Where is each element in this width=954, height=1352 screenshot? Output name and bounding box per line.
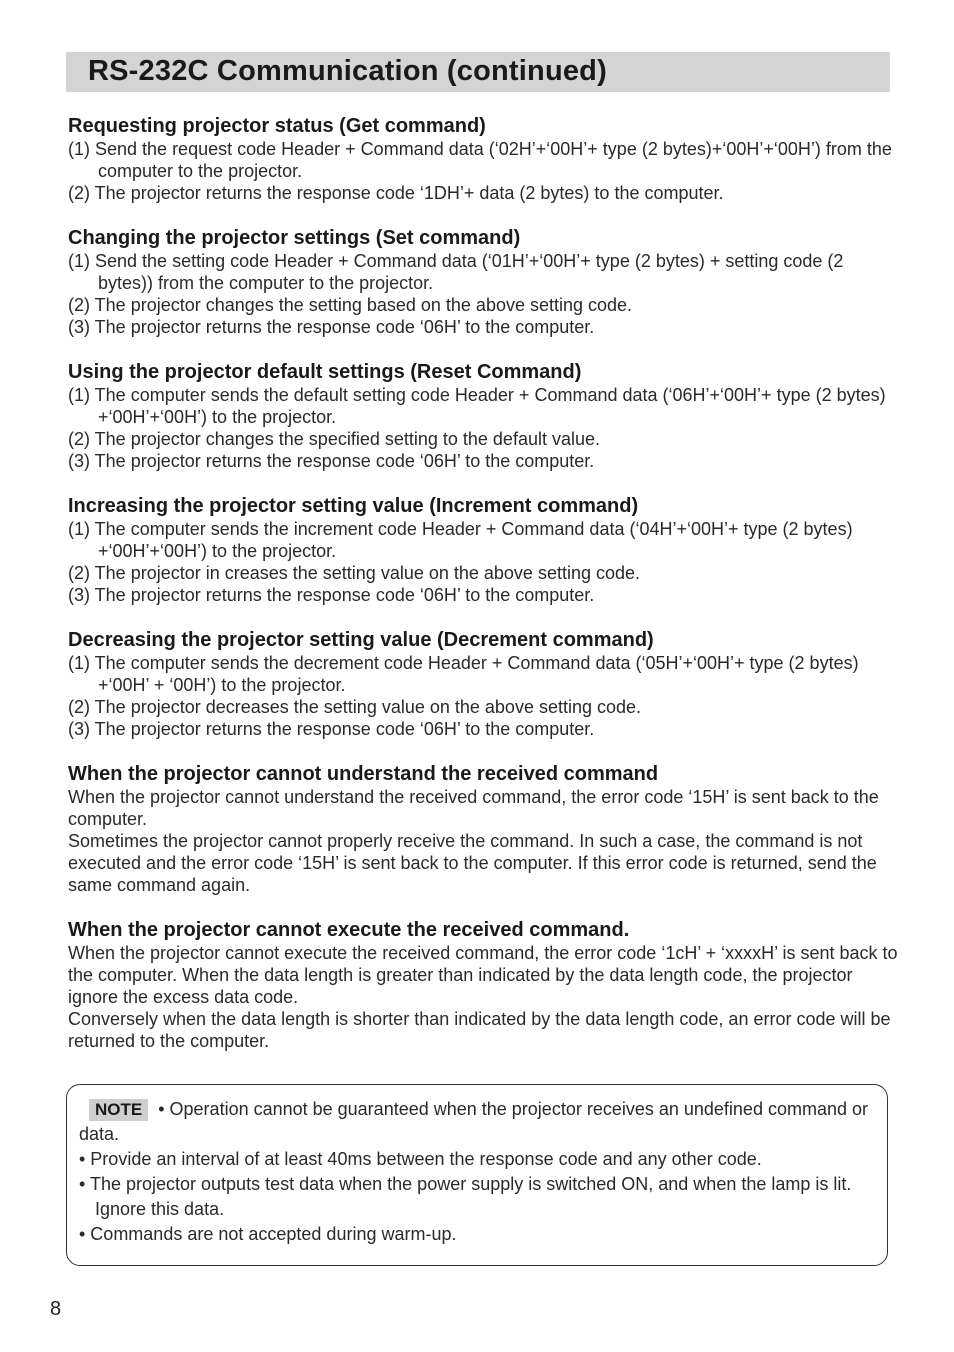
section-heading: Using the projector default settings (Reset Command) [68, 361, 582, 383]
list-item: (2) The projector in creases the setting value on the above setting code. [68, 563, 641, 583]
list-item: (3) The projector returns the response code ‘06H’ to the computer. [68, 719, 595, 739]
list-item: (1) Send the setting code Header + Command data (‘01H’+‘00H’+ type (2 bytes) + setting code (2 bytes)) from the computer to the projector. [68, 251, 844, 293]
list-item: (2) The projector decreases the setting value on the above setting code. [68, 697, 642, 717]
note-bullet: • Provide an interval of at least 40ms between the response code and any other code. [79, 1149, 762, 1169]
list-item: (3) The projector returns the response code ‘06H’ to the computer. [68, 317, 595, 337]
note-content [79, 1097, 879, 1247]
section-heading: When the projector cannot understand the received command [68, 763, 659, 785]
list-item: (1) The computer sends the default setting code Header + Command data (‘06H’+‘00H’+ type (2 bytes) +‘00H’+‘00H’) to the projector. [68, 385, 886, 427]
list-item: (3) The projector returns the response code ‘06H’ to the computer. [68, 585, 595, 605]
note-first-line [79, 1097, 879, 1147]
page-title: RS-232C Communication (continued) [88, 55, 607, 87]
note-bullet: • The projector outputs test data when the power supply is switched ON, and when the lamp is lit. Ignore this data. [79, 1174, 852, 1219]
section-reset-command [68, 360, 898, 472]
page-number: 8 [50, 1298, 62, 1320]
list-item: (2) The projector returns the response code ‘1DH’+ data (2 bytes) to the computer. [68, 183, 724, 203]
section-decrement-command [68, 628, 898, 740]
content [68, 114, 898, 1074]
list-item: (1) The computer sends the decrement code Header + Command data (‘05H’+‘00H’+ type (2 bytes) +‘00H’ + ‘00H’) to the projector. [68, 653, 859, 695]
note-box [66, 1084, 888, 1266]
paragraph: When the projector cannot understand the received command, the error code ‘15H’ is sent back to the computer. [68, 787, 879, 829]
section-set-command [68, 226, 898, 338]
section-heading: Changing the projector settings (Set command) [68, 227, 521, 249]
list-item: (2) The projector changes the specified setting to the default value. [68, 429, 600, 449]
paragraph: Sometimes the projector cannot properly receive the command. In such a case, the command is not executed and the error code ‘15H’ is sent back to the computer. If this error code is returned, send the same command again. [68, 831, 877, 895]
section-heading: Increasing the projector setting value (Increment command) [68, 495, 639, 517]
list-item: (1) Send the request code Header + Command data (‘02H’+‘00H’+ type (2 bytes)+‘00H’+‘00H’) from the computer to the projector. [68, 139, 892, 181]
section-cannot-understand [68, 762, 898, 896]
section-cannot-execute [68, 918, 898, 1052]
note-tag: NOTE [89, 1099, 148, 1121]
paragraph: Conversely when the data length is shorter than indicated by the data length code, an error code will be returned to the computer. [68, 1009, 891, 1051]
section-increment-command [68, 494, 898, 606]
section-get-command [68, 114, 898, 204]
list-item: (2) The projector changes the setting based on the above setting code. [68, 295, 633, 315]
title-bar [66, 52, 890, 92]
note-text: • Operation cannot be guaranteed when the projector receives an undefined command or data. [79, 1099, 868, 1144]
note-bullet: • Commands are not accepted during warm-up. [79, 1224, 457, 1244]
paragraph: When the projector cannot execute the received command, the error code ‘1cH’ + ‘xxxxH’ is sent back to the computer. When the data length is greater than indicated by the data length code, the projector ignore the excess data code. [68, 943, 898, 1007]
section-heading: When the projector cannot execute the received command. [68, 919, 630, 941]
list-item: (3) The projector returns the response code ‘06H’ to the computer. [68, 451, 595, 471]
section-heading: Decreasing the projector setting value (Decrement command) [68, 629, 654, 651]
section-heading: Requesting projector status (Get command) [68, 115, 486, 137]
list-item: (1) The computer sends the increment code Header + Command data (‘04H’+‘00H’+ type (2 bytes) +‘00H’+‘00H’) to the projector. [68, 519, 853, 561]
